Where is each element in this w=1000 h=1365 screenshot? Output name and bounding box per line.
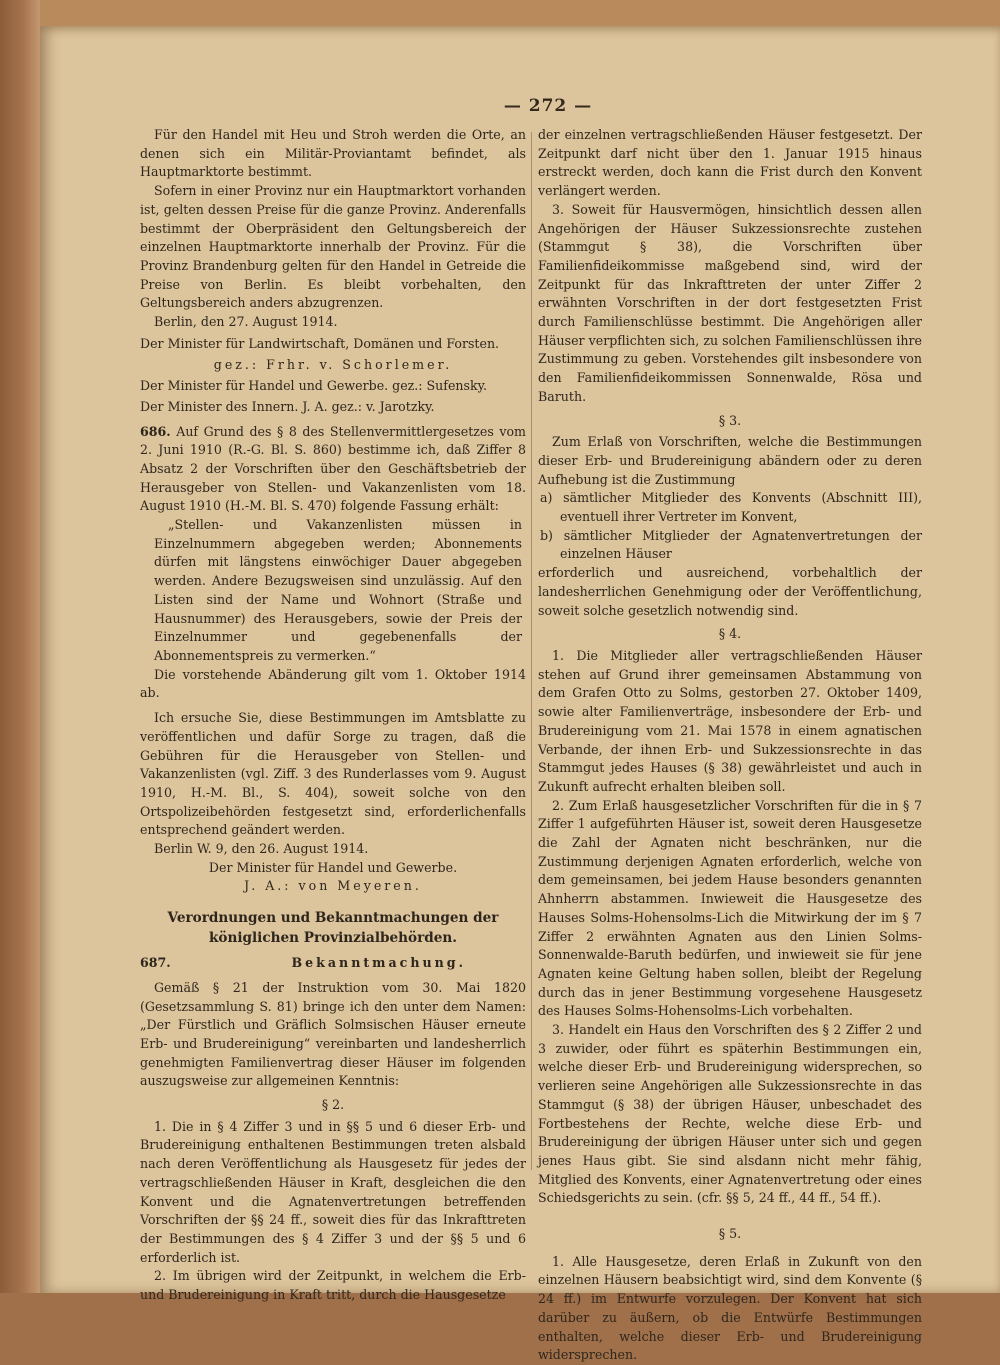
decree-text: Auf Grund des § 8 des Stellenvermittlergesetzes vom 2. Juni 1910 (R.-G. Bl. S. 860) bestimme ich, daß Ziffer 8 Absatz 2 der Vorschriften über den Geschäftsbetrieb der Herausgeber von Stellen- und Vakanzenlisten vom 18. August 1910 (H.-M. Bl. S. 470) folgende Fassung erhält: [140, 423, 526, 514]
section-mark: § 2. [321, 1097, 345, 1113]
date-line: Berlin, den 27. August 1914. [154, 314, 338, 330]
paragraph: 1. Alle Hausgesetze, deren Erlaß in Zukunft von den einzelnen Häusern beabsichtigt wird, sind dem Konvente (§ 24 ff.) im Entwurfe vorzulegen. Der Konvent hat sich darüber zu äußern, ob die Entwürfe Bestimmungen enthalten, welche dieser Erb- und Brudereinigung widersprechen. [538, 1253, 922, 1363]
list-item: a) sämtlicher Mitglieder des Konvents (Abschnitt III), eventuell ihrer Vertreter im Konvent, [540, 490, 922, 525]
signatory-minister: Der Minister für Landwirtschaft, Domänen und Forsten. [140, 335, 500, 351]
page-number: — 272 — [503, 96, 593, 116]
signatory-minister: Der Minister des Innern. J. A. gez.: v. Jarotzky. [140, 398, 435, 414]
section-mark: § 4. [718, 626, 742, 642]
section-heading: Verordnungen und Bekanntmachungen der königlichen Provinzialbehörden. [167, 910, 499, 947]
paragraph: Ich ersuche Sie, diese Bestimmungen im Amtsblatte zu veröffentlichen und dafür Sorge zu tragen, daß die Gebühren für die Herausgeber von Stellen- und Vakanzenlisten (vgl. Ziff. 3 des Runderlasses vom 9. August 1910, H.-M. Bl., S. 404), soweit solche von den Ortspolizeibehörden festgesetzt sind, erforderlichenfalls entsprechend geändert werden. [140, 710, 526, 838]
paragraph: 3. Handelt ein Haus den Vorschriften des § 2 Ziffer 2 und 3 zuwider, oder führt es späterhin Bestimmungen ein, welche dieser Erb- und Brudereinigung widersprechen, so verlieren seine Angehörigen alle Sukzessionsrechte in das Stammgut (§ 38) der übrigen Häuser, unbeschadet des Fortbestehens der Rechte, welche diese Erb- und Brudereinigung der übrigen Häuser unter sich und gegen jenes Haus gibt. Sie sind alsdann nicht mehr fähig, Mitglied des Konvents, einer Agnatenvertretung oder eines Schiedsgerichts zu sein. (cfr. §§ 5, 24 ff., 44 ff., 54 ff.). [538, 1022, 922, 1206]
paragraph: Zum Erlaß von Vorschriften, welche die Bestimmungen dieser Erb- und Brudereinigung abändern oder zu deren Aufhebung ist die Zustimmung [538, 434, 922, 487]
decree-number: 686. [140, 423, 171, 439]
quoted-regulation: „Stellen- und Vakanzenlisten müssen in Einzelnummern abgegeben werden; Abonnements dürfen mit längstens einwöchiger Dauer abgegeben werden. Andere Bezugsweisen sind unzulässig. Auf den Listen sind der Name und Wohnort (Straße und Hausnummer) des Herausgebers, sowie der Preis der Einzelnummer und gegebenenfalls der Abonnementspreis zu vermerken.“ [154, 517, 522, 663]
signatory-minister: Der Minister für Handel und Gewerbe. gez.: Sufensky. [140, 378, 488, 394]
paragraph: 1. Die in § 4 Ziffer 3 und in §§ 5 und 6 dieser Erb- und Brudereinigung enthaltenen Bestimmungen treten alsbald nach deren Veröffentlichung als Hausgesetz für jedes der vertragschließenden Häuser in Kraft, desgleichen die den Konvent und die Agnatenvertretungen betreffenden Vorschriften der §§ 24 ff., soweit dies für das Inkrafttreten der Bestimmungen des § 4 Ziffer 3 und der §§ 5 und 6 erforderlich ist. [140, 1118, 526, 1265]
paragraph: 1. Die Mitglieder aller vertragschließenden Häuser stehen auf Grund ihrer gemeinsamen Abstammung von dem Grafen Otto zu Solms, gestorben 27. Oktober 1409, sowie alter Familienverträge, insbesondere der Erb- und Brudereinigung vom 21. Mai 1578 in einem agnatischen Verbande, der ihnen Erb- und Sukzessionsrechte in das Stammgut jedes Hauses (§ 38) gewährleistet und auch in Zukunft aufrecht erhalten bleiben soll. [538, 647, 922, 794]
book-binding-edge [0, 0, 40, 1293]
decree-686 [140, 423, 526, 517]
paragraph: Sofern in einer Provinz nur ein Hauptmarktort vorhanden ist, gelten dessen Preise für die ganze Provinz. Anderenfalls bestimmt der Oberpräsident den Geltungsbereich der einzelnen Hauptmarktorte innerhalb der Provinz. Für die Provinz Brandenburg gelten für den Handel in Getreide die Preise von Berlin. Es bleibt vorbehalten, den Geltungsbereich anders abzugrenzen. [140, 183, 526, 311]
decree-title: Bekanntmachung. [291, 955, 466, 971]
paragraph: erforderlich und ausreichend, vorbehaltlich der landesherrlichen Genehmigung oder der Veröffentlichung, soweit solche gesetzlich notwendig sind. [538, 565, 922, 618]
paragraph: der einzelnen vertragschließenden Häuser festgesetzt. Der Zeitpunkt darf nicht über den 1. Januar 1915 hinaus erstreckt werden, doch kann die Frist durch den Konvent verlängert werden. [538, 127, 922, 199]
signature: J. A.: von Meyeren. [244, 878, 422, 894]
paragraph: Die vorstehende Abänderung gilt vom 1. Oktober 1914 ab. [140, 666, 526, 701]
date-line: Berlin W. 9, den 26. August 1914. [154, 841, 369, 857]
list-item: b) sämtlicher Mitglieder der Agnatenvertretungen der einzelnen Häuser [540, 527, 922, 562]
decree-687-header [140, 954, 526, 973]
paragraph: 2. Im übrigen wird der Zeitpunkt, in welchem die Erb- und Brudereinigung in Kraft tritt, durch die Hausgesetze [140, 1268, 526, 1303]
right-column [538, 126, 922, 1365]
paragraph: 2. Zum Erlaß hausgesetzlicher Vorschriften für die in § 7 Ziffer 1 aufgeführten Häuser ist, soweit deren Hausgesetze die Zahl der Agnaten nicht beschränken, nur die Zustimmung derjenigen Agnaten erforderlich, welche von dem gemeinsamen, bei jedem Hause besonders genannten Ahnherrn abstammen. Inwieweit die Hausgesetze des Hauses Solms-Hohensolms-Lich die Mitwirkung der im § 7 Ziffer 2 erwähnten Agnaten aus den Linien Solms-Sonnenwalde-Baruth bedürfen, und inwieweit sie für jene Agnaten keine Geltung haben sollen, bleibt der Regelung durch das in jener Bestimmung vorgesehene Hausgesetz des Hauses Solms-Hohensolms-Lich vorbehalten. [538, 797, 922, 1019]
section-mark: § 5. [718, 1226, 742, 1242]
signatory-minister: Der Minister für Handel und Gewerbe. [208, 859, 458, 875]
paragraph: 3. Soweit für Hausvermögen, hinsichtlich dessen allen Angehörigen der Häuser Sukzessionsrechte zustehen (Stammgut § 38), die Vorschriften über Familienfideikommisse maßgebend sind, wird der Zeitpunkt für das Inkrafttreten der unter Ziffer 2 erwähnten Vorschriften in der dort festgesetzten Frist durch Familienschlüsse bestimmt. Die Angehörigen aller Häuser verpflichten sich, zu solchen Familienschlüssen ihre Zustimmung zu geben. Vorstehendes gilt insbesondere von den Familienfideikommissen Sonnenwalde, Rösa und Baruth. [538, 201, 922, 404]
left-column [140, 126, 526, 1305]
paragraph: Gemäß § 21 der Instruktion vom 30. Mai 1820 (Gesetzsammlung S. 81) bringe ich den unter dem Namen: „Der Fürstlich und Gräflich Solmsischen Häuser erneute Erb- und Brudereinigung“ vereinbarten und landesherrlich genehmigten Familienvertrag dieser Häuser im folgenden auszugsweise zur allgemeinen Kenntnis: [140, 979, 526, 1089]
section-mark: § 3. [718, 412, 742, 428]
decree-number: 687. [140, 955, 171, 971]
signature: gez.: Frhr. v. Schorlemer. [213, 357, 453, 373]
column-divider [531, 132, 532, 1170]
paragraph: Für den Handel mit Heu und Stroh werden die Orte, an denen sich ein Militär-Proviantamt befindet, als Hauptmarktorte bestimmt. [140, 127, 526, 180]
